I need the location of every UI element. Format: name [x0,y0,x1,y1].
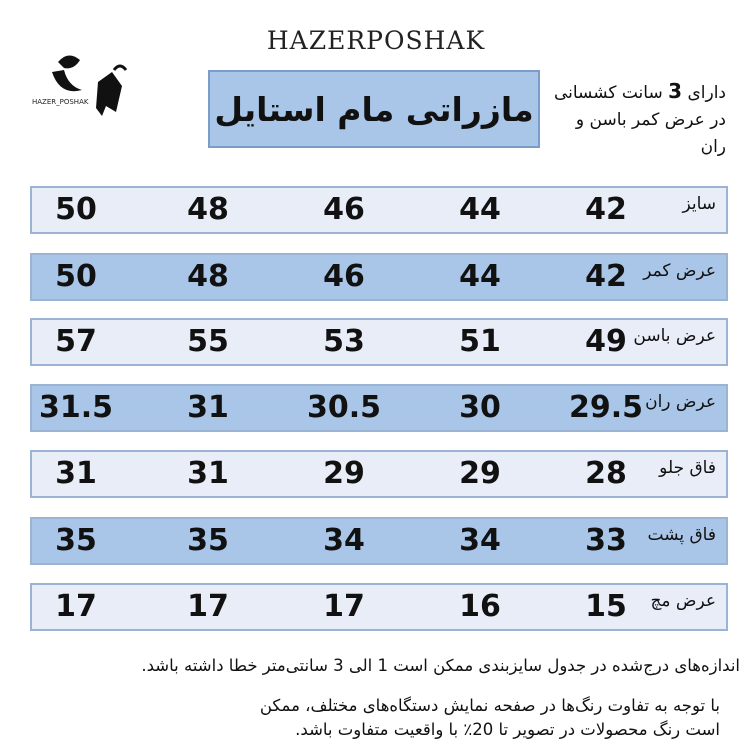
row-label: عرض باسن [633,326,716,346]
table-cell: 31 [187,390,229,425]
table-cell: 57 [55,324,97,359]
table-cell: 30 [459,390,501,425]
table-cell: 55 [187,324,229,359]
row-label: عرض مچ [650,591,716,611]
table-cell: 17 [187,589,229,624]
table-cell: 15 [585,589,627,624]
hazerposhak-logo [28,42,148,122]
table-cell: 28 [585,456,627,491]
table-cell: 53 [323,324,365,359]
table-row [30,318,728,366]
table-cell: 51 [459,324,501,359]
table-cell: 35 [187,523,229,558]
table-cell: 44 [459,192,501,227]
table-row [30,253,728,301]
table-cell: 48 [187,192,229,227]
table-cell: 42 [585,192,627,227]
table-cell: 35 [55,523,97,558]
table-row [30,384,728,432]
table-row [30,517,728,565]
table-cell: 46 [323,192,365,227]
table-row [30,450,728,498]
table-cell: 16 [459,589,501,624]
table-cell: 31 [55,456,97,491]
table-cell: 34 [459,523,501,558]
table-cell: 29 [323,456,365,491]
row-label: عرض کمر [643,261,716,281]
footer-note-1: اندازه‌های درج‌شده در جدول سایزبندی ممکن است 1 الی 3 سانتی‌متر خطا داشته باشد. [141,656,740,675]
table-cell: 44 [459,259,501,294]
table-cell: 42 [585,259,627,294]
table-cell: 29 [459,456,501,491]
table-cell: 49 [585,324,627,359]
logo-handle: HAZER_POSHAK [32,98,89,106]
table-cell: 46 [323,259,365,294]
table-cell: 29.5 [568,390,644,425]
footer-note-2: با توجه به تفاوت رنگ‌ها در صفحه نمایش دستگاه‌های مختلف، ممکن است رنگ محصولات در تصویر تا 20٪ با واقعیت متفاوت باشد. [259,696,720,739]
row-label: فاق پشت [647,525,716,545]
table-cell: 33 [585,523,627,558]
table-cell: 17 [323,589,365,624]
table-cell: 34 [323,523,365,558]
table-row [30,583,728,631]
table-cell: 50 [55,192,97,227]
product-title: مازراتی مام استایل [208,70,540,148]
stretch-note: دارای 3 سانت کشسانی در عرض کمر باسن و ران [553,79,726,157]
table-cell: 50 [55,259,97,294]
table-cell: 31.5 [38,390,114,425]
row-label: فاق جلو [659,458,716,478]
row-label: عرض ران [645,392,716,412]
row-label: سایز [682,194,716,214]
table-cell: 17 [55,589,97,624]
brand-title: HAZERPOSHAK [266,26,486,55]
table-cell: 31 [187,456,229,491]
table-cell: 30.5 [306,390,382,425]
table-row [30,186,728,234]
table-cell: 48 [187,259,229,294]
